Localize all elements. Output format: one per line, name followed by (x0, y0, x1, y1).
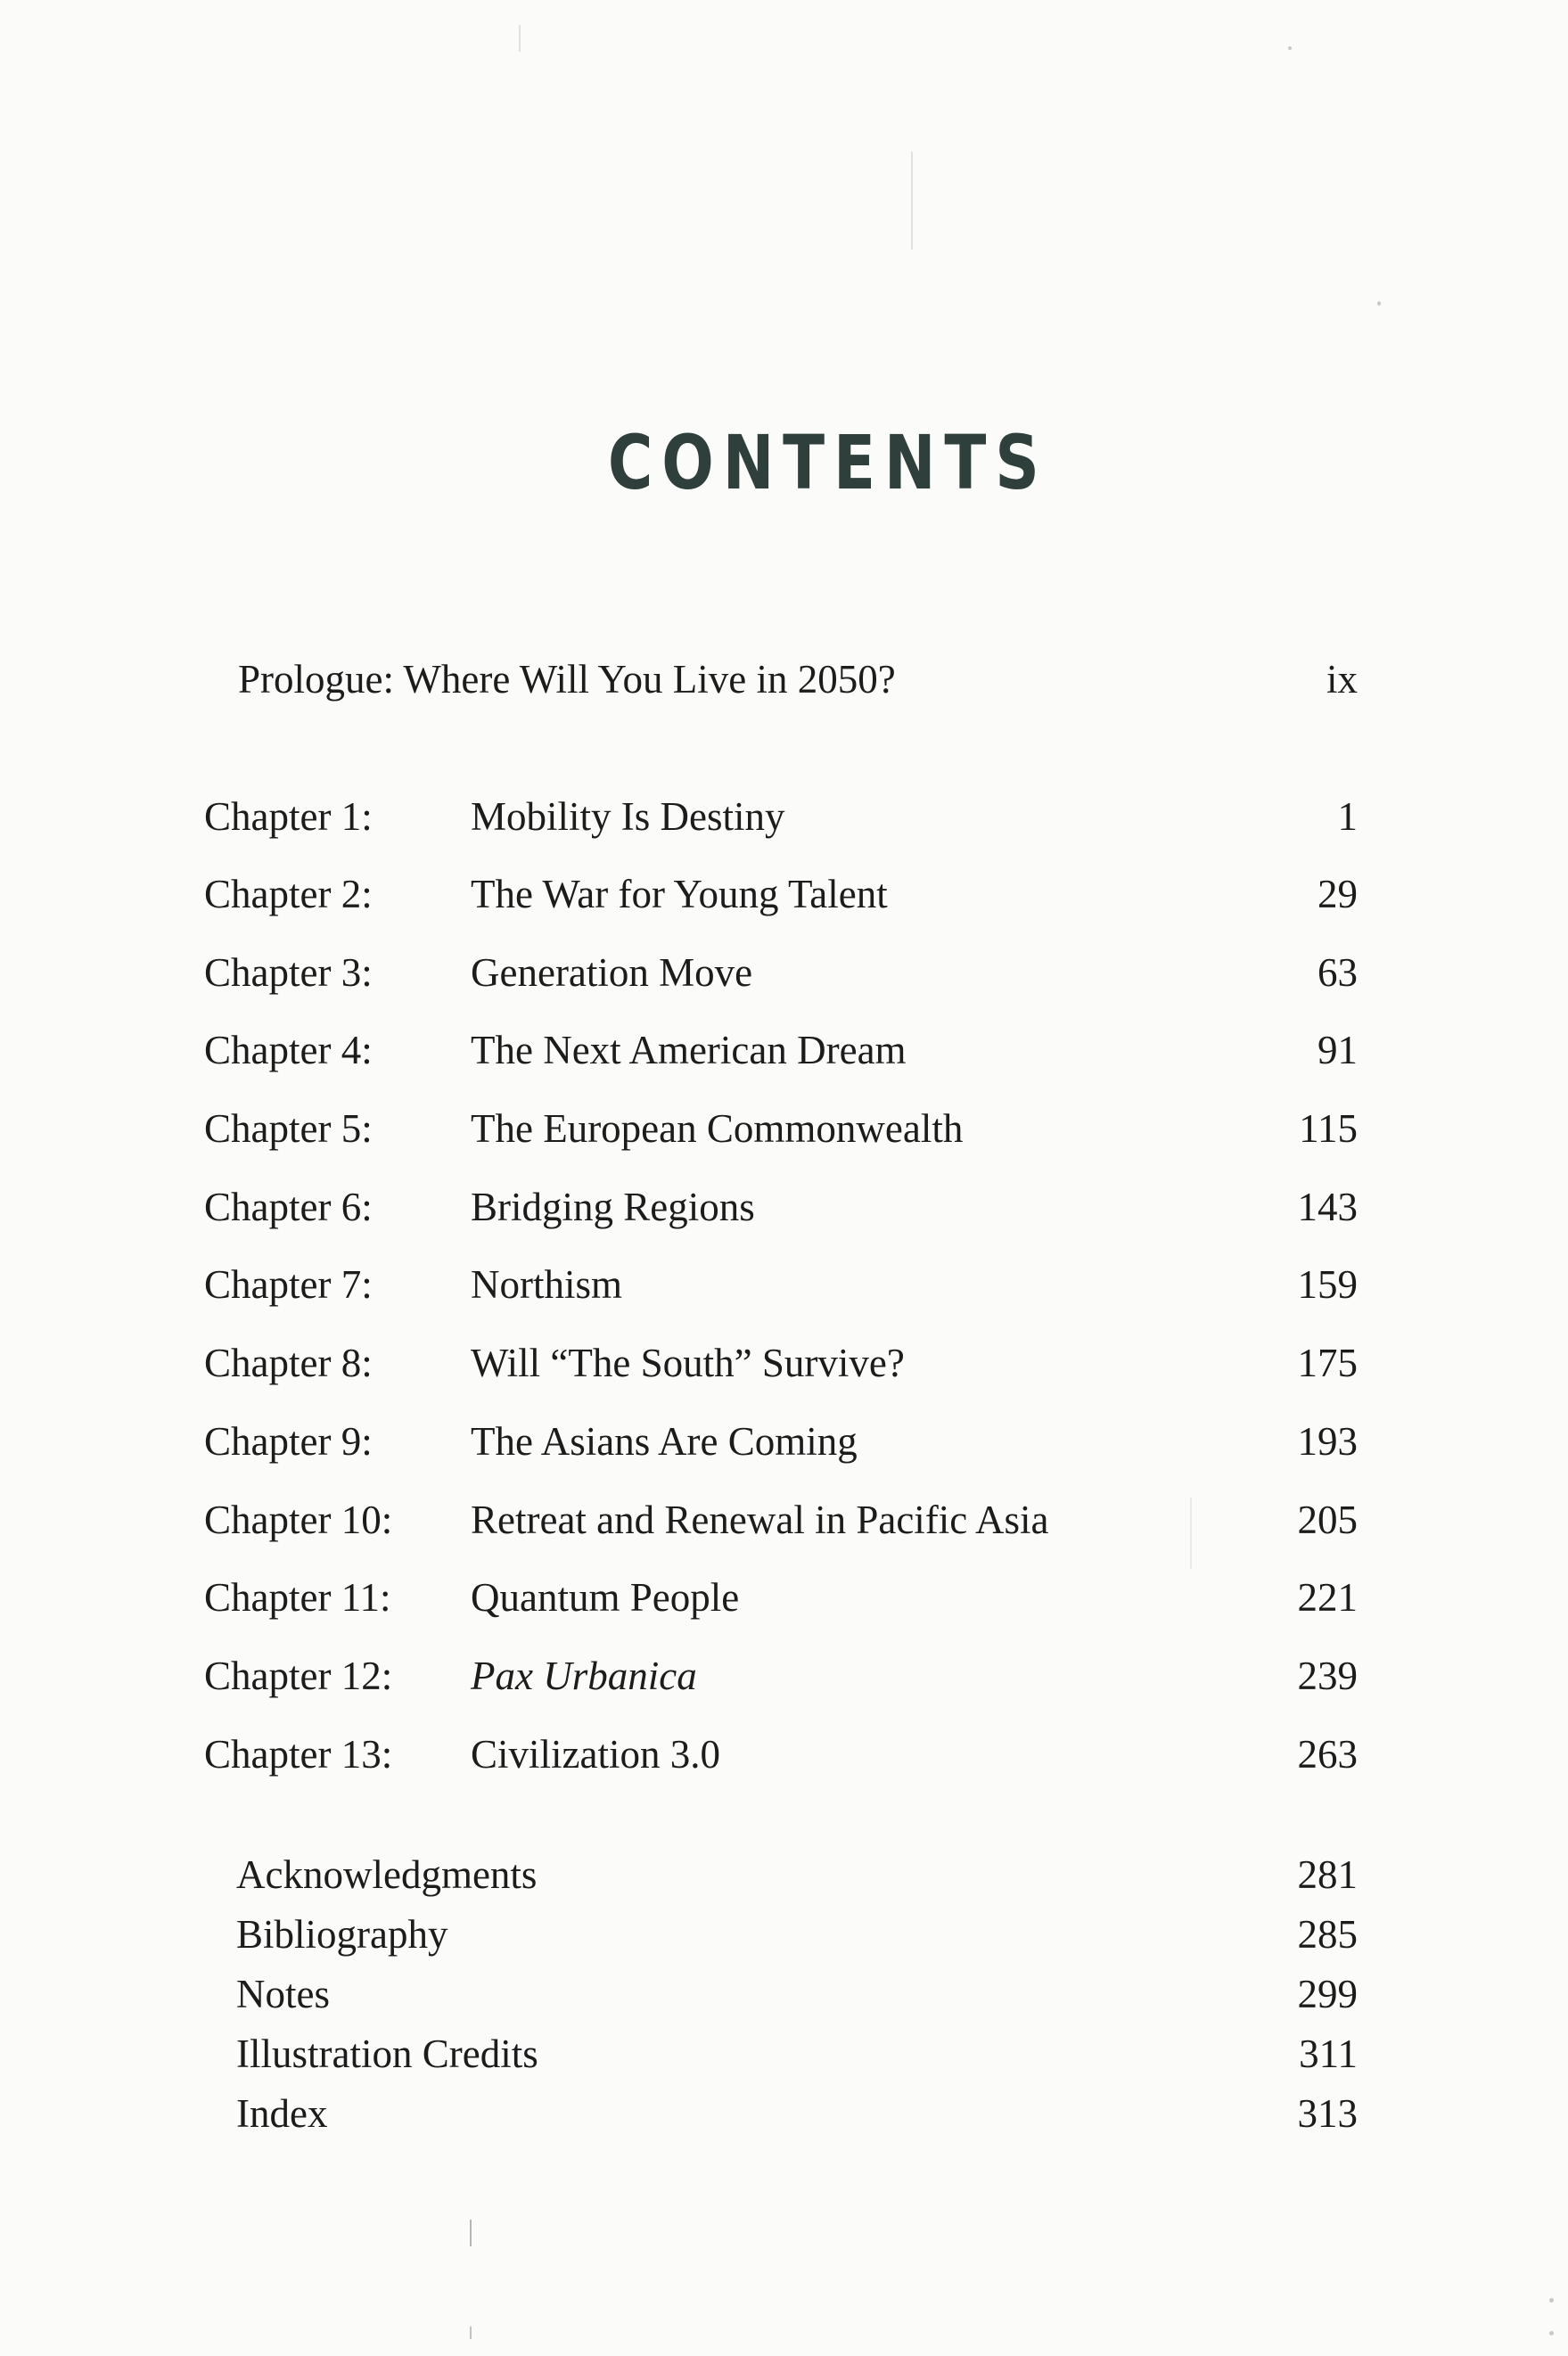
scan-speck (1549, 2298, 1554, 2303)
toc-chapter-7[interactable] (0, 1258, 1568, 1311)
chapter-title: The War for Young Talent (471, 872, 888, 916)
chapter-title: Bridging Regions (471, 1185, 755, 1229)
scan-speck (1288, 46, 1292, 50)
back-matter-page: 313 (1297, 2091, 1358, 2136)
toc-prologue[interactable] (0, 653, 1568, 706)
toc-chapter-6[interactable] (0, 1180, 1568, 1234)
toc-chapter-4[interactable] (0, 1023, 1568, 1077)
scan-streak (911, 152, 913, 250)
chapter-label: Chapter 4: (204, 1028, 373, 1072)
toc-notes[interactable] (0, 1967, 1568, 2021)
scan-speck (1377, 301, 1381, 306)
back-matter-title: Bibliography (236, 1912, 448, 1957)
chapter-label: Chapter 3: (204, 950, 373, 995)
toc-chapter-1[interactable] (0, 790, 1568, 843)
back-matter-page: 311 (1299, 2032, 1358, 2076)
toc-chapter-2[interactable] (0, 867, 1568, 921)
chapter-page: 159 (1297, 1262, 1358, 1307)
chapter-label: Chapter 12: (204, 1654, 393, 1698)
prologue-page: ix (1326, 657, 1358, 702)
back-matter-page: 281 (1297, 1852, 1358, 1897)
chapter-title: Northism (471, 1262, 623, 1307)
toc-chapter-13[interactable] (0, 1728, 1568, 1781)
chapter-title: Mobility Is Destiny (471, 794, 785, 839)
toc-chapter-11[interactable] (0, 1571, 1568, 1624)
scan-streak (470, 2327, 472, 2339)
toc-chapter-12[interactable] (0, 1649, 1568, 1703)
toc-bibliography[interactable] (0, 1908, 1568, 1961)
chapter-title: Quantum People (471, 1575, 740, 1620)
back-matter-title: Index (236, 2091, 328, 2136)
chapter-title: The Next American Dream (471, 1028, 907, 1072)
toc-chapter-5[interactable] (0, 1102, 1568, 1155)
toc-chapter-8[interactable] (0, 1336, 1568, 1390)
chapter-label: Chapter 13: (204, 1732, 393, 1777)
chapter-title: Retreat and Renewal in Pacific Asia (471, 1498, 1049, 1542)
chapter-title: Civilization 3.0 (471, 1732, 720, 1777)
chapter-page: 175 (1297, 1341, 1358, 1385)
toc-chapter-9[interactable] (0, 1415, 1568, 1468)
chapter-page: 29 (1318, 872, 1358, 916)
chapter-title: Will “The South” Survive? (471, 1341, 905, 1385)
chapter-label: Chapter 8: (204, 1341, 373, 1385)
scan-streak (470, 2220, 472, 2246)
chapter-page: 239 (1297, 1654, 1358, 1698)
toc-index[interactable] (0, 2087, 1568, 2140)
chapter-label: Chapter 11: (204, 1575, 391, 1620)
chapter-page: 263 (1297, 1732, 1358, 1777)
chapter-page: 63 (1318, 950, 1358, 995)
chapter-page: 143 (1297, 1185, 1358, 1229)
chapter-page: 193 (1297, 1419, 1358, 1464)
back-matter-page: 285 (1297, 1912, 1358, 1957)
chapter-label: Chapter 9: (204, 1419, 373, 1464)
chapter-label: Chapter 2: (204, 872, 373, 916)
scan-speck (1549, 2331, 1554, 2335)
toc-acknowledgments[interactable] (0, 1848, 1568, 1901)
chapter-page: 1 (1337, 794, 1358, 839)
back-matter-title: Notes (236, 1972, 330, 2016)
chapter-title: Pax Urbanica (471, 1654, 697, 1698)
chapter-page: 221 (1297, 1575, 1358, 1620)
chapter-page: 205 (1297, 1498, 1358, 1542)
toc-chapter-10[interactable] (0, 1493, 1568, 1547)
chapter-label: Chapter 1: (204, 794, 373, 839)
chapter-label: Chapter 5: (204, 1106, 373, 1151)
scan-streak (519, 25, 521, 52)
chapter-title: Generation Move (471, 950, 753, 995)
back-matter-page: 299 (1297, 1972, 1358, 2016)
chapter-label: Chapter 7: (204, 1262, 373, 1307)
chapter-page: 115 (1299, 1106, 1358, 1151)
prologue-title: Prologue: Where Will You Live in 2050? (238, 657, 896, 702)
toc-chapter-3[interactable] (0, 946, 1568, 999)
chapter-page: 91 (1318, 1028, 1358, 1072)
back-matter-title: Acknowledgments (236, 1852, 538, 1897)
page-title: CONTENTS (607, 419, 1048, 506)
chapter-title: The Asians Are Coming (471, 1419, 858, 1464)
back-matter-title: Illustration Credits (236, 2032, 538, 2076)
chapter-label: Chapter 10: (204, 1498, 393, 1542)
chapter-title: The European Commonwealth (471, 1106, 964, 1151)
toc-illustration-credits[interactable] (0, 2027, 1568, 2081)
chapter-label: Chapter 6: (204, 1185, 373, 1229)
